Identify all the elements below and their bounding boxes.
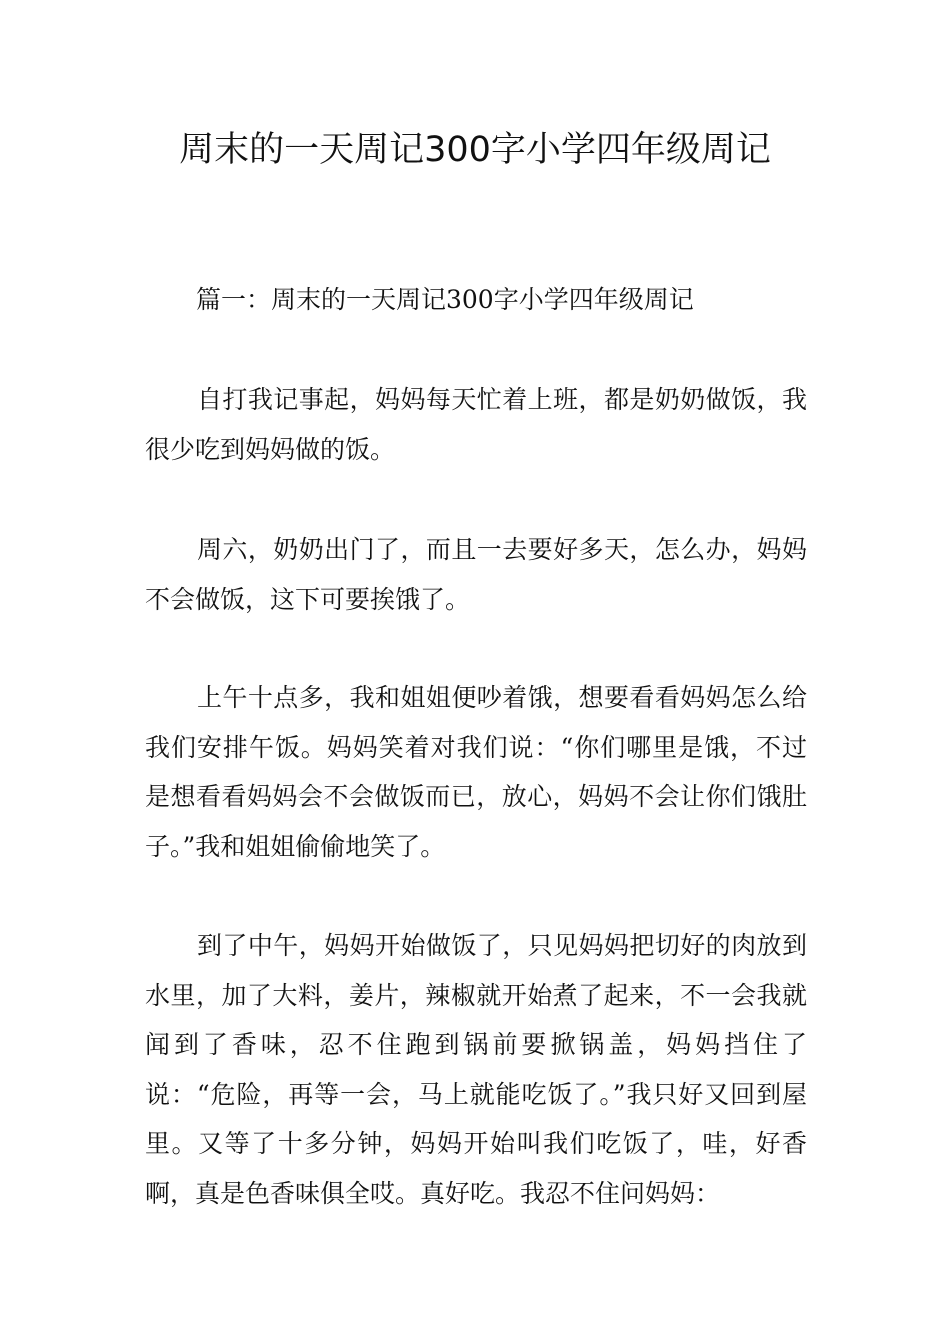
paragraph-4: 到了中午，妈妈开始做饭了，只见妈妈把切好的肉放到水里，加了大料，姜片，辣椒就开始煮了起来，不一会我就闻到了香味，忍不住跑到锅前要掀锅盖，妈妈挡住了说：“危险，再等一会，马上就能吃饭了。”我只好又回到屋里。又等了十多分钟，妈妈开始叫我们吃饭了，哇，好香啊，真是色香味俱全哎。真好吃。我忍不住问妈妈：	[145, 931, 807, 1208]
paragraph-1: 自打我记事起，妈妈每天忙着上班，都是奶奶做饭，我很少吃到妈妈做的饭。	[145, 385, 807, 464]
section-heading: 篇一：周末的一天周记300字小学四年级周记	[196, 285, 694, 314]
paragraph-2: 周六，奶奶出门了，而且一去要好多天，怎么办，妈妈不会做饭，这下可要挨饿了。	[145, 535, 807, 614]
document-title: 周末的一天周记300字小学四年级周记	[179, 130, 771, 170]
paragraph-3: 上午十点多，我和姐姐便吵着饿，想要看看妈妈怎么给我们安排午饭。妈妈笑着对我们说：“你们哪里是饿，不过是想看看妈妈会不会做饭而已，放心，妈妈不会让你们饿肚子。”我和姐姐偷偷地笑了。	[145, 683, 807, 861]
